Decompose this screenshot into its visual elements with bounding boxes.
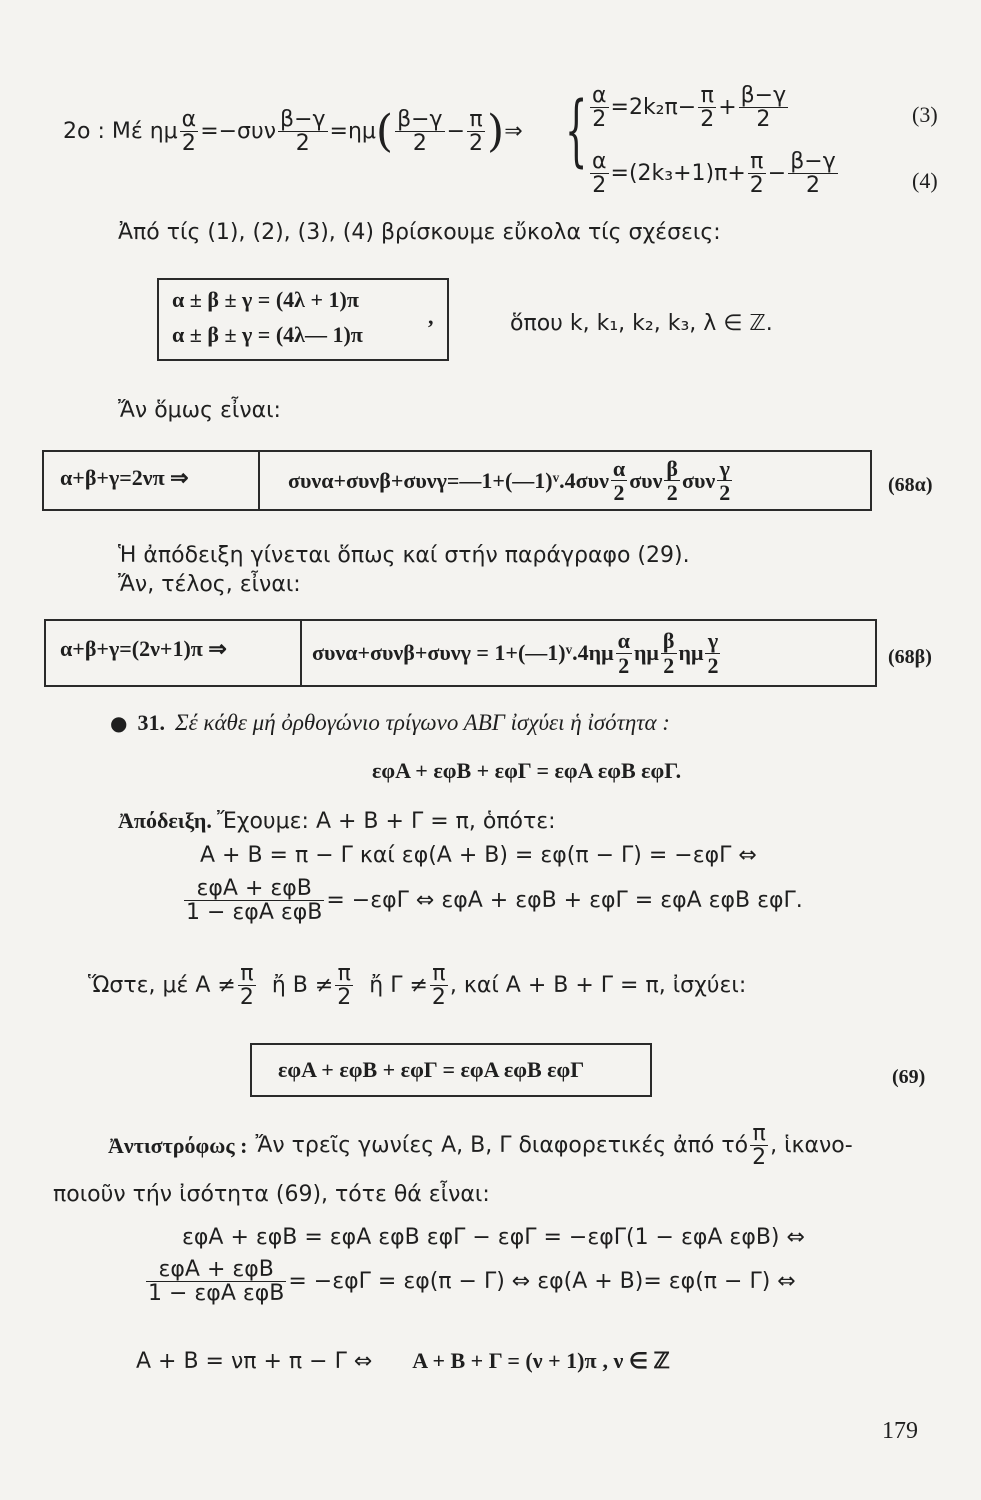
- text: =(2k₃+1)π+: [610, 161, 746, 187]
- line1-prefix: 2ο : Μέ ημ: [63, 119, 178, 145]
- fraction: $\frac{\alpha}{2}$: [592, 83, 607, 133]
- conversely-eq-2: [144, 1258, 796, 1305]
- proof-line-2: Α + Β = π − Γ καί εφ(Α + Β) = εφ(π − Γ) = −εφΓ ⇔: [200, 843, 757, 868]
- fraction: π 2: [752, 1121, 767, 1171]
- conversely-eq-1: εφΑ + εφΒ = εφΑ εφΒ εφΓ − εφΓ = −εφΓ(1 − εφΑ εφΒ) ⇔: [182, 1225, 805, 1250]
- proof-line-3: [182, 877, 803, 924]
- text: ημ: [678, 640, 704, 665]
- section-number: 31.: [137, 710, 165, 735]
- section-statement: Σέ κάθε μή ὀρθογώνιο τρίγωνο ΑΒΓ ἰσχύει ἡ ἰσότητα :: [174, 710, 670, 735]
- text: Ὥστε, μέ Α ≠: [88, 973, 236, 999]
- paragraph: Ἄν, τέλος, εἶναι:: [118, 572, 301, 597]
- text: +: [718, 95, 737, 121]
- conversely-line-2: ποιοῦν τήν ἰσότητα (69), τότε θά εἶναι:: [53, 1182, 490, 1207]
- text: , ἱκανο-: [770, 1133, 853, 1159]
- text: =−συν: [200, 119, 277, 145]
- so-line: [88, 962, 746, 1009]
- bullet-icon: ●: [110, 711, 128, 735]
- text: , καί Α + Β + Γ = π, ἰσχύει:: [449, 973, 747, 999]
- text: Ἄν τρεῖς γωνίες Α, Β, Γ διαφορετικές ἀπό τό: [255, 1133, 749, 1159]
- fraction: $\frac{\beta-\gamma}{2}$: [790, 149, 836, 199]
- fraction: $\frac{\alpha}{2}$: [181, 107, 197, 157]
- conversely-eq-3: [136, 1348, 670, 1374]
- text: συνα+συνβ+συνγ=—1+(—1)ᵛ.4συν: [288, 467, 609, 493]
- paragraph: Ἄν ὅμως εἶναι:: [118, 398, 281, 423]
- text: =2k₂π−: [610, 95, 697, 121]
- paren-close: ): [487, 105, 505, 157]
- brace: {: [565, 86, 588, 176]
- fraction: $\frac{\beta-\gamma}{2}$: [740, 83, 787, 133]
- section-31-formula: εφΑ + εφΒ + εφΓ = εφΑ εφΒ εφΓ.: [372, 758, 682, 783]
- box-68a-right: [288, 450, 734, 511]
- text: =ημ: [329, 119, 376, 145]
- relation-1: α ± β ± γ = (4λ + 1)π: [172, 287, 359, 312]
- text: Α + Β + Γ = (ν + 1)π: [412, 1348, 597, 1373]
- proof-label: Ἀπόδειξη.: [118, 808, 212, 833]
- fraction: εφΑ + εφΒ 1 − εφΑ εφΒ: [148, 1257, 285, 1307]
- text: ημ: [633, 640, 659, 665]
- text: −: [767, 161, 787, 187]
- fraction: π 2: [431, 961, 446, 1011]
- proof-line-1: [118, 808, 556, 834]
- fraction: π 2: [337, 961, 352, 1011]
- where-text: [510, 310, 773, 336]
- text: συνα+συνβ+συνγ = 1+(—1)ᵛ.4ημ: [312, 640, 614, 665]
- paragraph: Ἀπό τίς (1), (2), (3), (4) βρίσκουμε εὔκολα τίς σχέσεις:: [118, 220, 721, 245]
- box-68a-left: α+β+γ=2νπ ⇒: [60, 465, 189, 490]
- paragraph: Ἡ ἀπόδειξη γίνεται ὅπως καί στήν παράγραφο (29).: [118, 543, 690, 568]
- case-row-3: [588, 84, 790, 131]
- text: = −εφΓ = εφ(π − Γ) ⇔ εφ(Α + Β)= εφ(π − Γ) ⇔: [288, 1269, 796, 1295]
- text: συν: [629, 467, 663, 493]
- condition-line: [63, 105, 523, 157]
- page-number: 179: [882, 1418, 918, 1444]
- box-69-formula: εφΑ + εφΒ + εφΓ = εφΑ εφΒ εφΓ: [278, 1057, 585, 1082]
- implies-arrow: ⇒: [504, 119, 523, 145]
- fraction: π 2: [239, 961, 254, 1011]
- eq-tag-68a: (68α): [888, 474, 933, 496]
- paren-open: (: [375, 105, 394, 157]
- fraction: α 2: [617, 628, 630, 678]
- fraction: β 2: [662, 628, 675, 678]
- fraction: γ 2: [707, 628, 719, 678]
- text: Α + Β = νπ + π − Γ ⇔: [136, 1349, 373, 1374]
- text: = −εφΓ ⇔ εφΑ + εφΒ + εφΓ = εφΑ εφΒ εφΓ.: [326, 888, 803, 914]
- eq-tag-68b: (68β): [888, 646, 932, 668]
- text: , ν ∈ ℤ: [602, 1348, 670, 1373]
- section-31-heading: [110, 710, 670, 736]
- fraction: γ 2: [719, 455, 731, 505]
- fraction: α 2: [612, 455, 626, 505]
- fraction: $\frac{\pi}{2}$: [749, 149, 764, 199]
- fraction: $\frac{\pi}{2}$: [469, 107, 484, 157]
- relation-2: α ± β ± γ = (4λ— 1)π: [172, 322, 363, 347]
- eq-tag-3: (3): [912, 102, 938, 127]
- case-row-4: [588, 150, 840, 197]
- fraction: β−γ 2: [397, 107, 443, 157]
- comma: ,: [428, 304, 434, 329]
- box-68b-left: α+β+γ=(2ν+1)π ⇒: [60, 636, 227, 661]
- eq-tag-4: (4): [912, 168, 938, 193]
- text: ἤ Β ≠: [271, 973, 334, 999]
- fraction: $\frac{\beta-\gamma}{2}$: [280, 107, 326, 157]
- where-label: ὅπου k, k₁, k₂, k₃, λ ∈ ℤ.: [510, 311, 773, 336]
- eq-tag-69: (69): [892, 1066, 926, 1088]
- fraction: $\frac{\alpha}{2}$: [592, 149, 607, 199]
- conversely-label: Ἀντιστρόφως :: [108, 1132, 248, 1158]
- fraction: β 2: [666, 455, 678, 505]
- box-68b-right: [312, 619, 722, 687]
- text: ἤ Γ ≠: [369, 973, 428, 999]
- fraction: $\frac{\pi}{2}$: [700, 83, 715, 133]
- text: συν: [682, 467, 716, 493]
- text: −: [446, 119, 466, 145]
- conversely-line: [108, 1122, 853, 1169]
- proof-text: Ἔχουμε: Α + Β + Γ = π, ὁπότε:: [217, 809, 556, 834]
- fraction: εφΑ + εφΒ 1 − εφΑ εφΒ: [186, 876, 323, 926]
